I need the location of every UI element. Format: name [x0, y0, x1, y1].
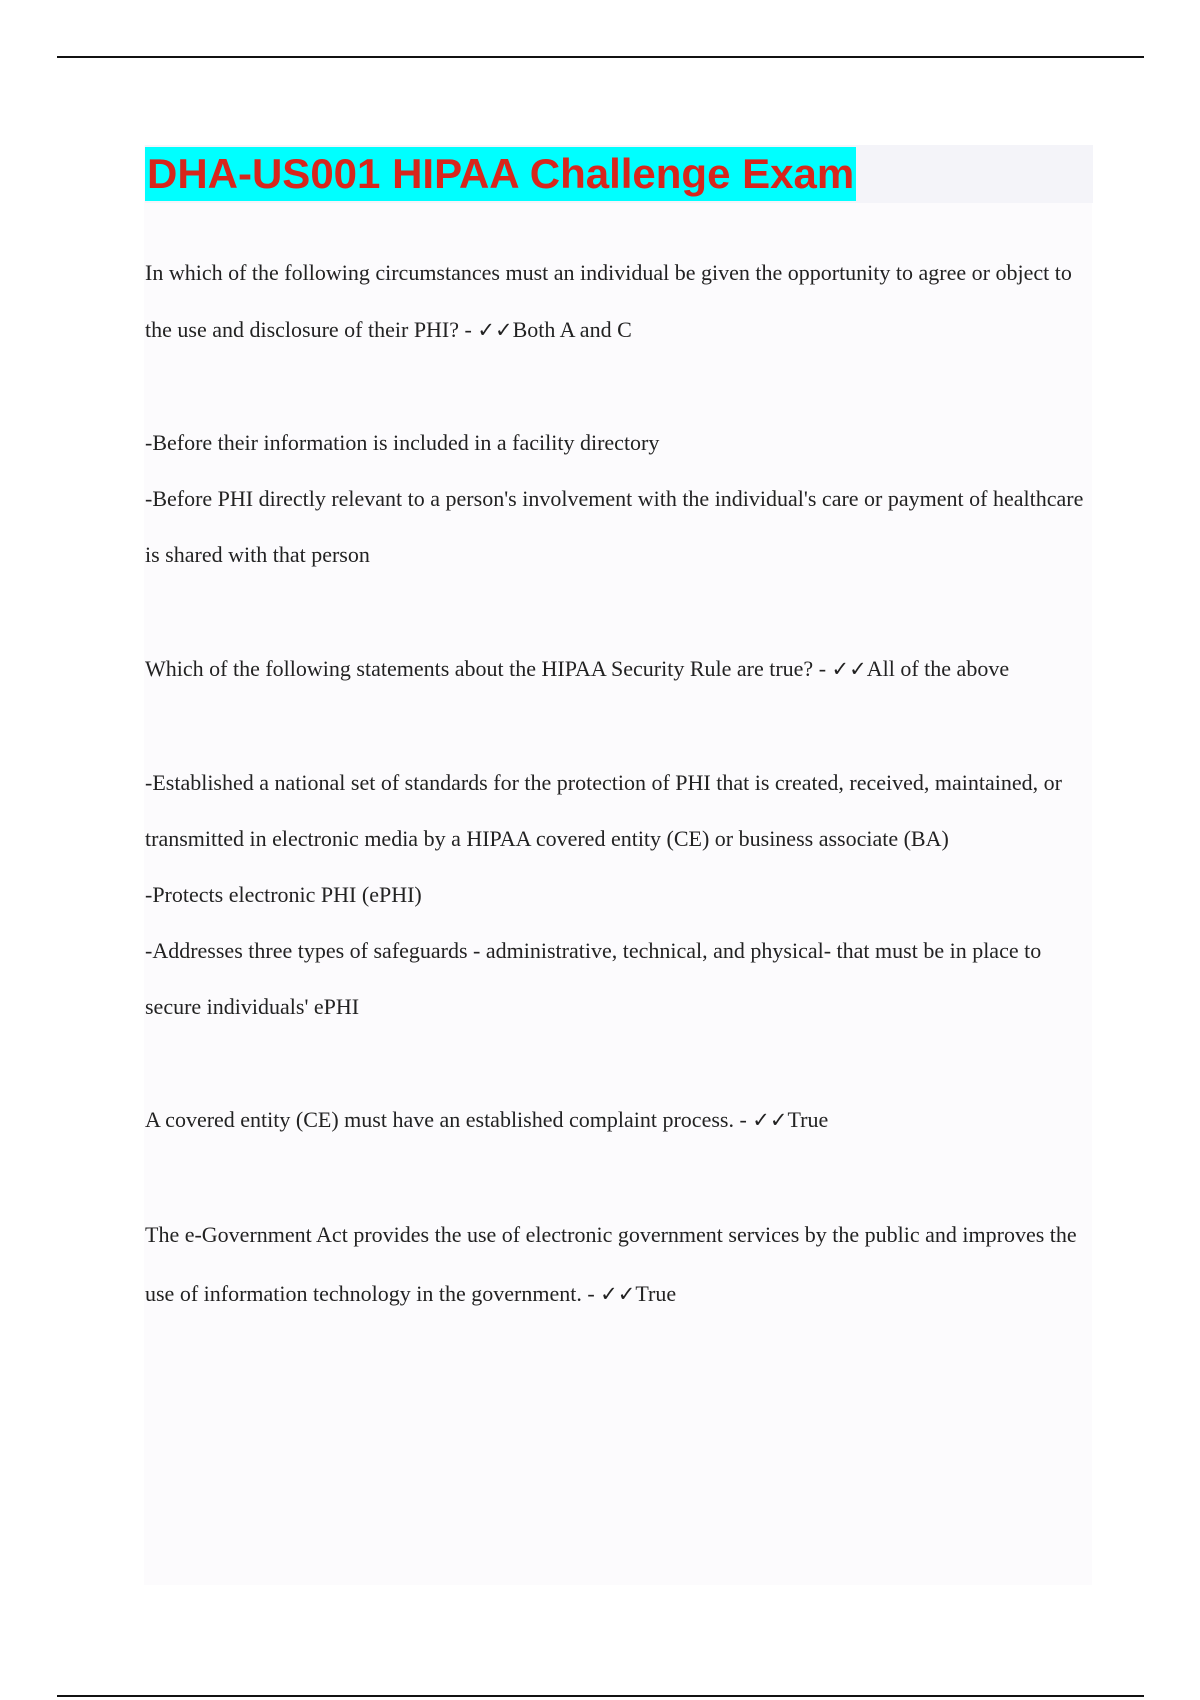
option-2-2: -Protects electronic PHI (ePHI) — [145, 882, 422, 907]
answer-text: Both A and C — [512, 317, 632, 342]
check-mark-icon: ✓✓ — [477, 318, 513, 342]
option-2-1: -Established a national set of standards for the protection of PHI that is created, received, maintained, or transmitted in electronic media by a HIPAA covered entity (CE) or business associate (BA) — [145, 770, 1062, 851]
option-1-2: -Before PHI directly relevant to a person's involvement with the individual's care or payment of healthcare is shared with that person — [145, 486, 1084, 567]
question-text: The e-Government Act provides the use of electronic government services by the public and improves the use of information technology in the government. - — [145, 1222, 1077, 1306]
option-1-1: -Before their information is included in a facility directory — [145, 430, 660, 455]
top-rule — [57, 56, 1144, 58]
bottom-rule — [57, 1695, 1144, 1697]
question-text: In which of the following circumstances must an individual be given the opportunity to agree or object to the use and disclosure of their PHI? - — [145, 260, 1072, 342]
question-text: Which of the following statements about the HIPAA Security Rule are true? - — [145, 656, 827, 681]
answer-text: True — [787, 1107, 829, 1132]
check-mark-icon: ✓✓ — [831, 657, 867, 681]
question-3 — [145, 1091, 1085, 1149]
answer-text: True — [635, 1281, 677, 1306]
question-4 — [145, 1205, 1085, 1324]
question-1 — [145, 244, 1085, 359]
question-2 — [145, 639, 1085, 699]
answer-text: All of the above — [866, 656, 1010, 681]
check-mark-icon: ✓✓ — [752, 1108, 788, 1132]
document-title: DHA-US001 HIPAA Challenge Exam — [145, 147, 856, 201]
option-2-3: -Addresses three types of safeguards - administrative, technical, and physical- that must be in place to secure individuals' ePHI — [145, 938, 1042, 1019]
question-text: A covered entity (CE) must have an established complaint process. - — [145, 1107, 747, 1132]
document-body — [145, 244, 1085, 1324]
check-mark-icon: ✓✓ — [600, 1282, 636, 1306]
